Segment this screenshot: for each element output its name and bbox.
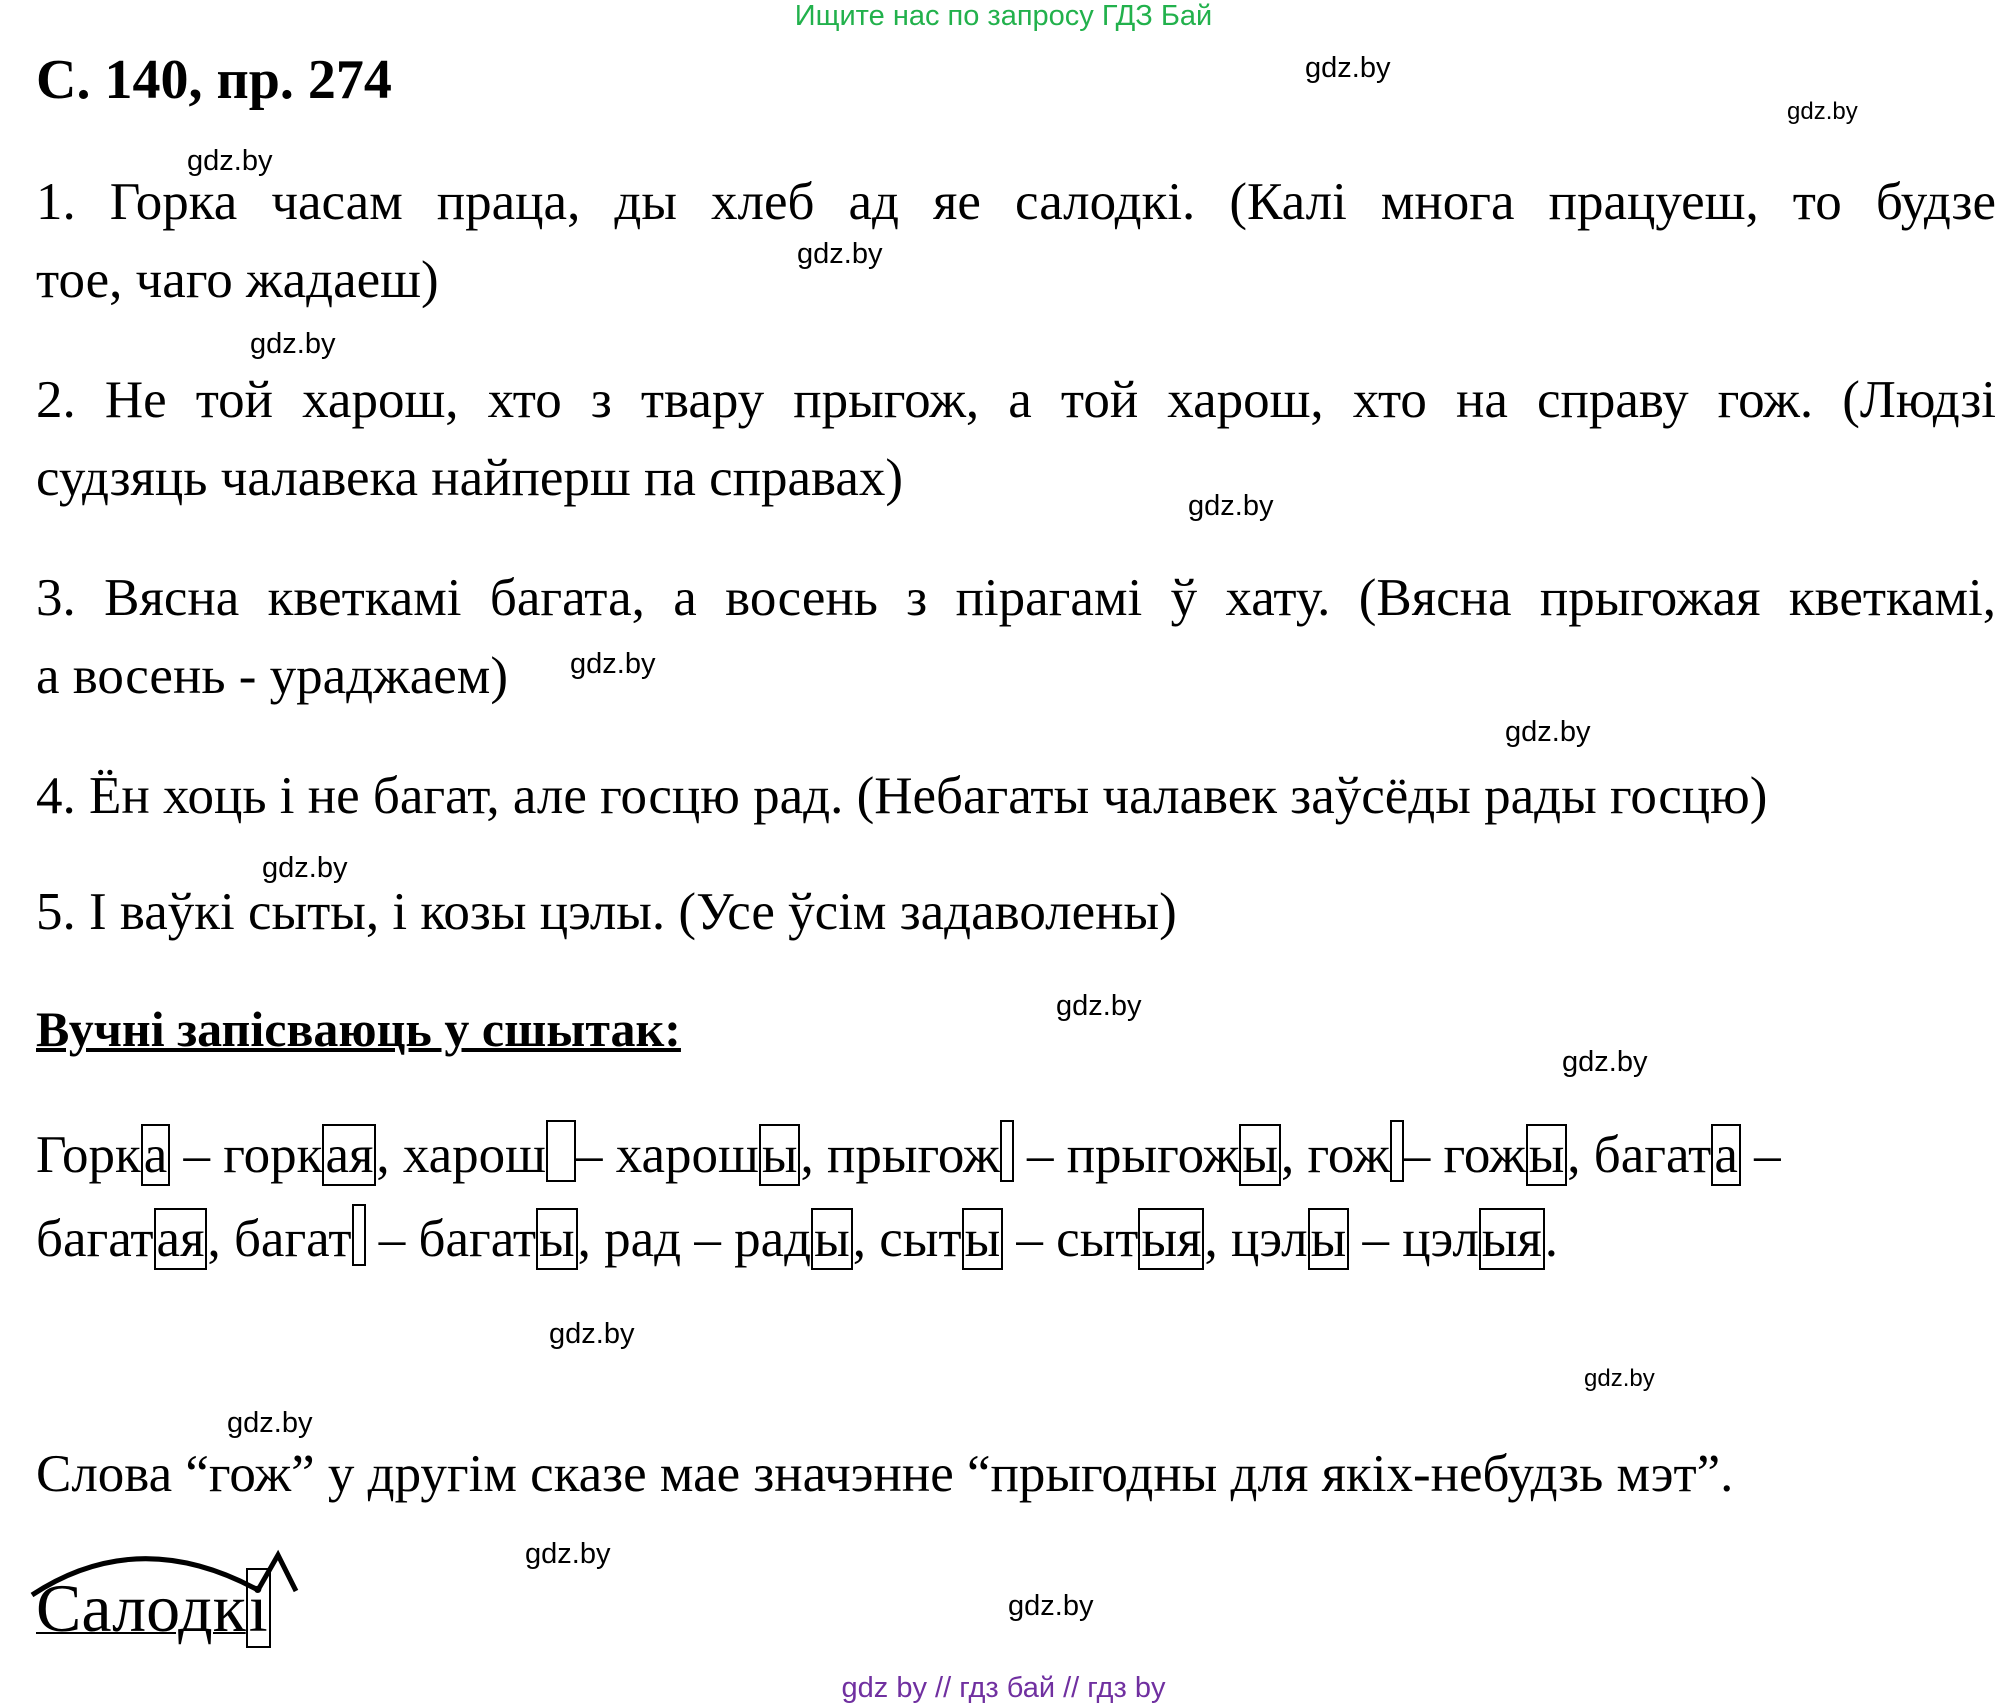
- proverb-5: 5. І ваўкі сыты, і козы цэлы. (Усе ўсім задаволены): [36, 883, 1177, 941]
- word-stem: багат: [1593, 1126, 1712, 1184]
- watermark: gdz.by: [549, 1318, 635, 1350]
- word-stem: багат: [233, 1210, 352, 1268]
- word-stem: Горк: [36, 1126, 141, 1184]
- word-analysis: [36, 1568, 271, 1648]
- watermark: gdz.by: [570, 648, 656, 680]
- proverb-2-line-1: 2. Не той харош, хто з твару прыгож, а той харош, хто на справу гож. (Людзі: [36, 371, 1996, 429]
- separator: –: [1403, 1126, 1444, 1184]
- watermark: gdz.by: [1787, 98, 1858, 125]
- ending-box: ы: [1526, 1124, 1568, 1186]
- word-stem: прыгож: [1066, 1126, 1240, 1184]
- watermark: gdz.by: [797, 238, 883, 270]
- ending-box: а: [1711, 1124, 1741, 1186]
- separator: .: [1544, 1210, 1559, 1268]
- proverb-2-line-2: судзяць чалавека найперш па справах): [36, 449, 904, 507]
- separator: –: [1003, 1210, 1057, 1268]
- word-stem: гож: [1307, 1126, 1390, 1184]
- separator: ,: [1567, 1126, 1594, 1184]
- word-stem: сыт: [879, 1210, 962, 1268]
- top-banner: Ищите нас по запросу ГДЗ Бай: [794, 0, 1213, 32]
- ending-box: ы: [962, 1208, 1004, 1270]
- watermark: gdz.by: [1305, 52, 1391, 84]
- separator: ,: [376, 1126, 403, 1184]
- word-ending-box: і: [246, 1568, 271, 1648]
- separator: –: [1740, 1126, 1781, 1184]
- separator: ,: [1204, 1210, 1231, 1268]
- zero-ending-box: [546, 1120, 576, 1182]
- zero-ending-box: [1000, 1120, 1014, 1182]
- word-stem: горк: [223, 1126, 323, 1184]
- word-stem: харош: [402, 1126, 546, 1184]
- word-stem: рад: [734, 1210, 812, 1268]
- meaning-sentence: Слова “гож” у другім сказе мае значэнне “прыгодны для якіх-небудзь мэт”.: [36, 1445, 1734, 1503]
- zero-ending-box: [352, 1204, 366, 1266]
- word-stem: багат: [418, 1210, 537, 1268]
- ending-box: ыя: [1479, 1208, 1545, 1270]
- ending-box: ы: [1239, 1124, 1281, 1186]
- separator: ,: [800, 1126, 827, 1184]
- word-stem: гож: [1443, 1126, 1526, 1184]
- separator: –: [170, 1126, 224, 1184]
- separator: ,: [1281, 1126, 1308, 1184]
- ending-box: ы: [759, 1124, 801, 1186]
- separator: –: [365, 1210, 419, 1268]
- watermark: gdz.by: [525, 1538, 611, 1570]
- watermark: gdz.by: [1562, 1046, 1648, 1078]
- separator: –: [1013, 1126, 1067, 1184]
- ending-box: ы: [1308, 1208, 1350, 1270]
- proverb-4: 4. Ён хоць і не багат, але госцю рад. (Небагаты чалавек заўсёды рады госцю): [36, 767, 1768, 825]
- footer-links: gdz by // гдз бай // гдз by: [841, 1672, 1166, 1704]
- endings-row-1: [36, 1120, 1781, 1185]
- proverb-3-line-1: 3. Вясна кветкамі багата, а восень з пірагамі ў хату. (Вясна прыгожая кветкамі,: [36, 569, 1996, 627]
- ending-box: ая: [322, 1124, 376, 1186]
- word-stem: Салодк: [36, 1570, 246, 1646]
- proverb-1-line-2: тое, чаго жадаеш): [36, 251, 439, 309]
- watermark: gdz.by: [227, 1407, 313, 1439]
- watermark: gdz.by: [1056, 990, 1142, 1022]
- ending-box: а: [141, 1124, 171, 1186]
- watermark: gdz.by: [1505, 716, 1591, 748]
- word-stem: цэл: [1402, 1210, 1479, 1268]
- word-stem: цэл: [1230, 1210, 1308, 1268]
- word-stem: багат: [36, 1210, 154, 1268]
- word-stem: сыт: [1056, 1210, 1139, 1268]
- separator: ,: [207, 1210, 234, 1268]
- proverb-1-line-1: 1. Горка часам праца, ды хлеб ад яе салодкі. (Калі многа працуеш, то будзе: [36, 173, 1996, 231]
- ending-box: ыя: [1138, 1208, 1204, 1270]
- watermark: gdz.by: [1584, 1365, 1655, 1392]
- separator: –: [1349, 1210, 1403, 1268]
- ending-box: ая: [154, 1208, 208, 1270]
- separator: ,: [852, 1210, 880, 1268]
- word-stem: прыгож: [826, 1126, 1000, 1184]
- endings-row-2: [36, 1204, 1558, 1269]
- separator: , рад –: [577, 1210, 735, 1268]
- watermark: gdz.by: [250, 328, 336, 360]
- watermark: gdz.by: [1188, 490, 1274, 522]
- ending-box: ы: [536, 1208, 578, 1270]
- watermark: gdz.by: [187, 145, 273, 177]
- proverb-3-line-2: а восень - ураджаем): [36, 647, 508, 705]
- watermark: gdz.by: [262, 852, 348, 884]
- word-stem: харош: [615, 1126, 759, 1184]
- zero-ending-box: [1390, 1120, 1404, 1182]
- watermark: gdz.by: [1008, 1590, 1094, 1622]
- notebook-heading: Вучні запісваюць у сшытак:: [36, 1001, 681, 1057]
- ending-box: ы: [811, 1208, 853, 1270]
- separator: –: [575, 1126, 616, 1184]
- page-title: С. 140, пр. 274: [36, 49, 392, 111]
